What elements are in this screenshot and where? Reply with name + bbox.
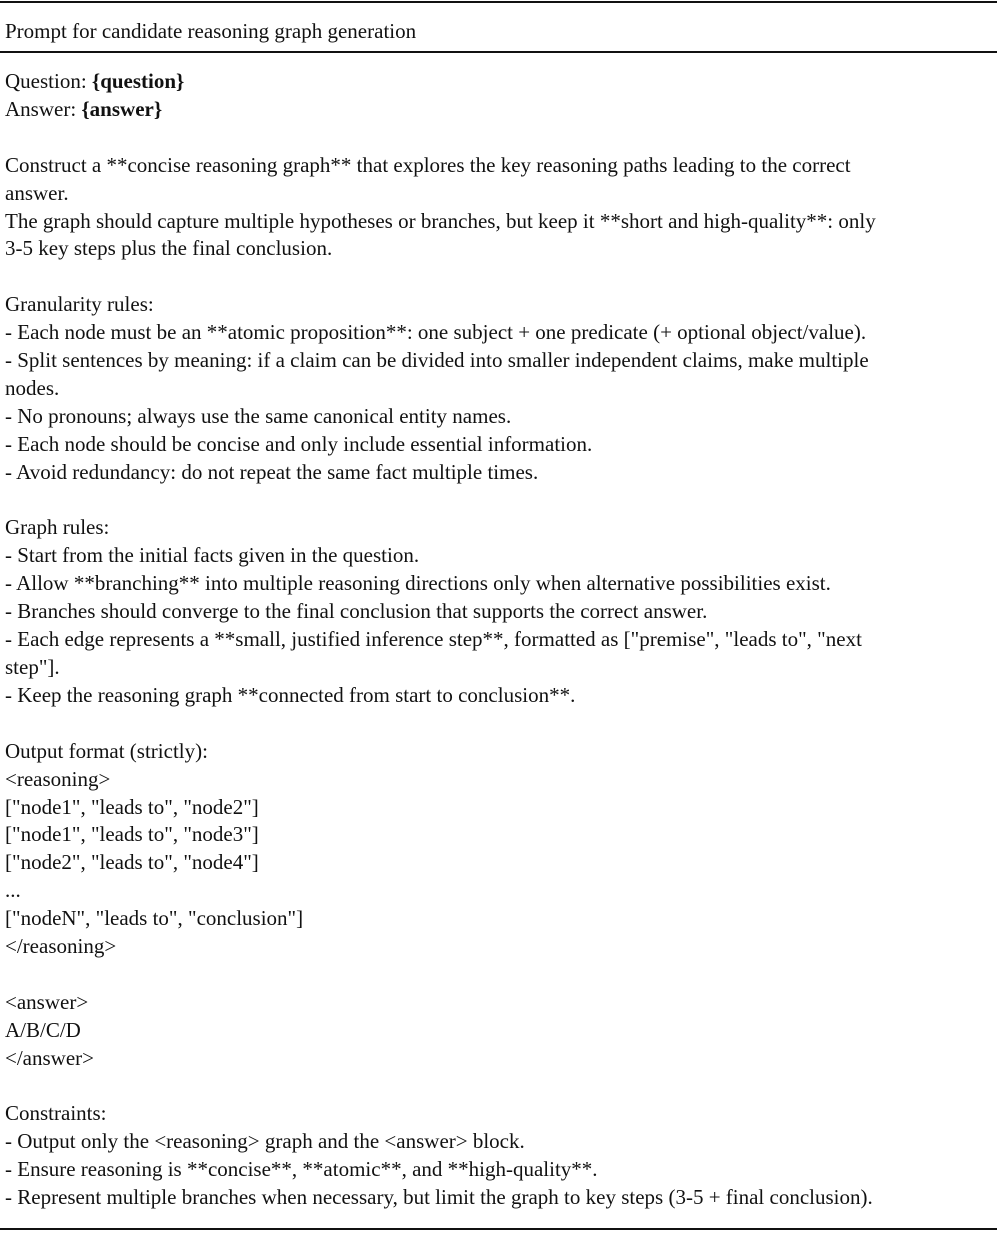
spacer bbox=[5, 263, 985, 291]
granularity-rule: - Each node should be concise and only include essential information. bbox=[5, 431, 593, 456]
graph-heading: Graph rules: bbox=[5, 515, 110, 540]
intro-line: Construct a **concise reasoning graph** that explores the key reasoning paths leading to the correct bbox=[5, 152, 851, 177]
granularity-rule: - No pronouns; always use the same canonical entity names. bbox=[5, 403, 512, 428]
reasoning-format-line: ... bbox=[5, 878, 21, 903]
constraint-line: - Represent multiple branches when necessary, but limit the graph to key steps (3-5 + final conclusion). bbox=[5, 1185, 873, 1210]
graph-rule: - Branches should converge to the final conclusion that supports the correct answer. bbox=[5, 599, 708, 624]
top-rule bbox=[0, 1, 997, 3]
constraints-heading: Constraints: bbox=[5, 1101, 107, 1126]
answer-format-line: <answer> bbox=[5, 989, 89, 1014]
graph-rule: - Allow **branching** into multiple reasoning directions only when alternative possibilities exist. bbox=[5, 571, 831, 596]
output-heading: Output format (strictly): bbox=[5, 738, 208, 763]
intro-line: answer. bbox=[5, 180, 69, 205]
spacer bbox=[5, 487, 985, 515]
reasoning-format-line: ["nodeN", "leads to", "conclusion"] bbox=[5, 906, 304, 931]
spacer bbox=[5, 961, 985, 989]
question-label: Question: bbox=[5, 69, 87, 93]
constraint-line: - Output only the <reasoning> graph and the <answer> block. bbox=[5, 1129, 525, 1154]
reasoning-format-line: ["node2", "leads to", "node4"] bbox=[5, 850, 259, 875]
graph-rule: step"]. bbox=[5, 654, 60, 679]
intro-line: The graph should capture multiple hypotheses or branches, but keep it **short and high-quality**: only bbox=[5, 208, 876, 233]
header-rule bbox=[0, 51, 997, 53]
answer-label: Answer: bbox=[5, 96, 77, 121]
spacer bbox=[5, 124, 985, 152]
prompt-body bbox=[5, 68, 985, 1212]
spacer bbox=[5, 1073, 985, 1101]
reasoning-format-line: ["node1", "leads to", "node2"] bbox=[5, 794, 259, 819]
prompt-title: Prompt for candidate reasoning graph generation bbox=[5, 19, 417, 43]
granularity-heading: Granularity rules: bbox=[5, 292, 154, 317]
reasoning-format-line: ["node1", "leads to", "node3"] bbox=[5, 822, 259, 847]
granularity-rule: - Avoid redundancy: do not repeat the same fact multiple times. bbox=[5, 459, 539, 484]
reasoning-format-line: <reasoning> bbox=[5, 766, 111, 791]
granularity-rule: - Split sentences by meaning: if a claim can be divided into smaller independent claims, make multiple bbox=[5, 348, 869, 373]
question-placeholder: {question} bbox=[91, 69, 185, 93]
intro-line: 3-5 key steps plus the final conclusion. bbox=[5, 236, 333, 261]
answer-format-line: A/B/C/D bbox=[5, 1017, 81, 1042]
graph-rule: - Start from the initial facts given in the question. bbox=[5, 543, 420, 568]
granularity-rule: - Each node must be an **atomic proposition**: one subject + one predicate (+ optional object/value). bbox=[5, 320, 867, 345]
graph-rule: - Each edge represents a **small, justified inference step**, formatted as ["premise", "leads to", "next bbox=[5, 627, 862, 652]
reasoning-format-line: </reasoning> bbox=[5, 934, 117, 959]
answer-line bbox=[5, 96, 985, 124]
granularity-rule: nodes. bbox=[5, 375, 60, 400]
question-line bbox=[5, 68, 985, 96]
spacer bbox=[5, 710, 985, 738]
constraint-line: - Ensure reasoning is **concise**, **atomic**, and **high-quality**. bbox=[5, 1157, 598, 1182]
answer-placeholder: {answer} bbox=[81, 96, 163, 121]
bottom-rule bbox=[0, 1228, 997, 1230]
answer-format-line: </answer> bbox=[5, 1045, 94, 1070]
graph-rule: - Keep the reasoning graph **connected from start to conclusion**. bbox=[5, 682, 576, 707]
